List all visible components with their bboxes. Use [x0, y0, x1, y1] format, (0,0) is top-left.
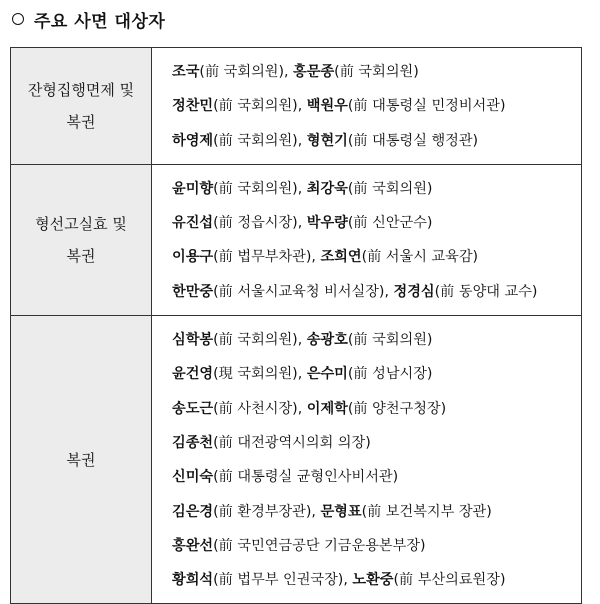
name-line — [172, 172, 581, 206]
separator: , — [297, 180, 307, 197]
person-name: 황희석 — [172, 572, 214, 589]
name-line — [172, 426, 581, 460]
person-name: 신미숙 — [172, 469, 214, 486]
person-name: 은수미 — [306, 366, 348, 383]
name-line — [172, 206, 581, 240]
separator: , — [297, 215, 307, 232]
category-cell — [11, 316, 152, 604]
category-label: 잔형집행면제 및 — [27, 80, 135, 99]
person-title: (前 대통령실 민정비서관) — [347, 98, 506, 115]
names-cell — [152, 48, 582, 165]
name-line — [172, 357, 581, 391]
person-name: 유진섭 — [172, 215, 214, 232]
name-line — [172, 529, 581, 563]
person-title: (前 정읍시장) — [213, 215, 298, 232]
document-heading — [12, 6, 165, 32]
separator: , — [297, 366, 307, 383]
person-name: 백원우 — [306, 98, 348, 115]
person-title: (現 국회의원) — [213, 366, 298, 383]
person-title: (前 국회의원) — [347, 180, 433, 197]
person-title: (前 신안군수) — [347, 215, 433, 232]
names-cell — [152, 316, 582, 604]
name-line — [172, 240, 581, 274]
person-name: 형현기 — [306, 132, 348, 149]
person-name: 이제학 — [306, 400, 348, 417]
separator: , — [297, 132, 307, 149]
pardon-list-table — [10, 47, 582, 604]
person-title: (前 동양대 교수) — [434, 283, 538, 300]
heading-title: 주요 사면 대상자 — [34, 11, 166, 32]
category-cell — [11, 164, 152, 315]
person-name: 노환중 — [352, 572, 394, 589]
person-title: (前 대전광역시의회 의장) — [213, 434, 371, 451]
person-title: (前 부산의료원장) — [393, 572, 506, 589]
names-cell — [152, 164, 582, 315]
person-name: 문형표 — [320, 503, 362, 520]
category-label: 형선고실효 및 — [35, 214, 127, 233]
person-name: 조희연 — [320, 249, 362, 266]
person-name: 윤건영 — [172, 366, 214, 383]
category-cell — [11, 48, 152, 165]
person-title: (前 사천시장) — [213, 400, 298, 417]
person-name: 송도근 — [172, 400, 214, 417]
person-title: (前 국민연금공단 기금운용본부장) — [213, 537, 426, 554]
person-name: 한만중 — [172, 283, 214, 300]
separator: , — [311, 249, 321, 266]
person-title: (前 국회의원) — [334, 64, 419, 80]
person-title: (前 국회의원) — [213, 332, 298, 349]
person-name: 최강욱 — [306, 180, 348, 197]
name-line — [172, 89, 581, 123]
person-title: (前 보건복지부 장관) — [361, 503, 492, 520]
person-name: 정찬민 — [172, 98, 214, 115]
person-name: 홍완선 — [172, 537, 214, 554]
person-name: 박우량 — [306, 215, 348, 232]
person-title: (前 양천구청장) — [347, 400, 447, 417]
person-title: (前 서울시교육청 비서실장) — [213, 283, 385, 300]
person-title: (前 대통령실 행정관) — [347, 132, 479, 149]
separator: , — [297, 332, 307, 349]
person-name: 송광호 — [306, 332, 348, 349]
person-name: 김은경 — [172, 503, 214, 520]
person-name: 이용구 — [172, 249, 214, 266]
name-line — [172, 124, 581, 158]
separator: , — [343, 572, 353, 589]
person-name: 하영제 — [172, 132, 214, 149]
name-line — [172, 392, 581, 426]
person-title: (前 대통령실 균형인사비서관) — [213, 469, 399, 486]
person-name: 김종천 — [172, 434, 214, 451]
table-row — [11, 316, 582, 604]
name-line — [172, 563, 581, 597]
person-title: (前 국회의원) — [213, 132, 298, 149]
person-name: 정경심 — [393, 283, 435, 300]
name-line — [172, 460, 581, 494]
separator: , — [297, 400, 307, 417]
separator: , — [384, 283, 394, 300]
person-title: (前 성남시장) — [347, 366, 433, 383]
person-name: 윤미향 — [172, 180, 214, 197]
person-name: 홍문종 — [293, 64, 335, 80]
name-line — [172, 323, 581, 357]
person-title: (前 국회의원) — [213, 98, 298, 115]
person-title: (前 법무부 인권국장) — [213, 572, 344, 589]
separator: , — [297, 98, 307, 115]
person-title: (前 국회의원) — [199, 64, 285, 80]
person-title: (前 국회의원) — [347, 332, 433, 349]
person-title: (前 환경부장관) — [213, 503, 312, 520]
person-name: 조국 — [172, 64, 200, 80]
person-name: 심학봉 — [172, 332, 214, 349]
person-title: (前 서울시 교육감) — [361, 249, 479, 266]
name-line — [172, 275, 581, 309]
separator: , — [284, 64, 294, 80]
category-label: 복권 — [66, 246, 96, 265]
name-line — [172, 55, 581, 89]
table-row — [11, 48, 582, 165]
separator: , — [311, 503, 321, 520]
category-label: 복권 — [66, 450, 96, 469]
person-title: (前 국회의원) — [213, 180, 298, 197]
name-line — [172, 495, 581, 529]
table-row — [11, 164, 582, 315]
person-title: (前 법무부차관) — [213, 249, 312, 266]
category-label: 복권 — [66, 112, 96, 131]
circle-bullet-icon — [12, 13, 24, 25]
